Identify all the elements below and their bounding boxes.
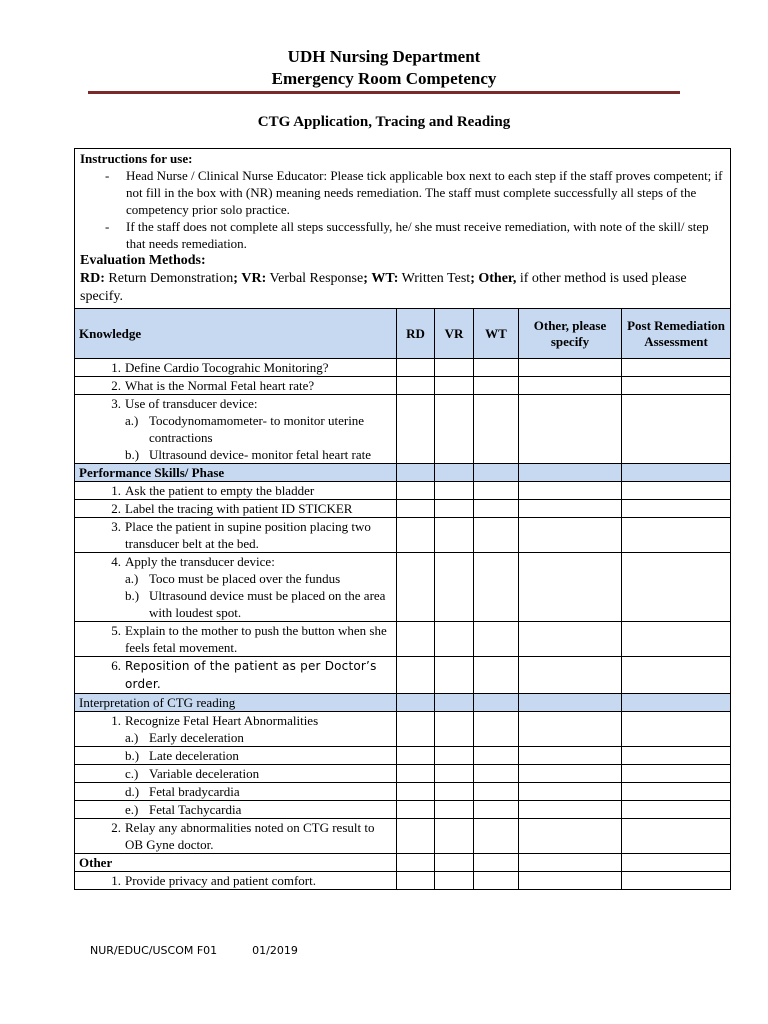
- checkbox-cell[interactable]: [397, 518, 435, 553]
- checkbox-cell[interactable]: [622, 622, 731, 657]
- table-row: 2. What is the Normal Fetal heart rate?: [75, 377, 731, 395]
- checkbox-cell[interactable]: [474, 657, 519, 694]
- checkbox-cell[interactable]: [519, 712, 622, 747]
- checkbox-cell[interactable]: [622, 747, 731, 765]
- evaluation-methods: RD: Return Demonstration; VR: Verbal Response; WT: Written Test; Other, if other method is used please specify.: [80, 271, 687, 304]
- checkbox-cell[interactable]: [622, 657, 731, 694]
- form-code: NUR/EDUC/USCOM F01: [90, 944, 218, 957]
- column-header-row: [75, 309, 731, 359]
- checkbox-cell[interactable]: [519, 783, 622, 801]
- checkbox-cell[interactable]: [435, 482, 474, 500]
- checkbox-cell[interactable]: [474, 553, 519, 622]
- checkbox-cell[interactable]: [622, 518, 731, 553]
- col-knowledge: Knowledge: [75, 309, 397, 359]
- checkbox-cell[interactable]: [435, 712, 474, 747]
- checkbox-cell[interactable]: [622, 500, 731, 518]
- checkbox-cell[interactable]: [622, 801, 731, 819]
- checkbox-cell[interactable]: [435, 801, 474, 819]
- checkbox-cell[interactable]: [435, 765, 474, 783]
- checkbox-cell[interactable]: [474, 765, 519, 783]
- checkbox-cell[interactable]: [622, 765, 731, 783]
- checkbox-cell[interactable]: [474, 783, 519, 801]
- instructions-heading: Instructions for use:: [80, 151, 193, 166]
- checkbox-cell[interactable]: [622, 819, 731, 854]
- checkbox-cell[interactable]: [519, 518, 622, 553]
- checkbox-cell[interactable]: [474, 712, 519, 747]
- checkbox-cell[interactable]: [435, 553, 474, 622]
- checkbox-cell[interactable]: [519, 819, 622, 854]
- checkbox-cell[interactable]: [397, 801, 435, 819]
- instruction-bullet: - Head Nurse / Clinical Nurse Educator: Please tick applicable box next to each step if the staff proves competent; if not fill in the box with (NR) meaning needs remediation. The staff must complete successfully all steps of the competency prior solo practice.: [105, 168, 723, 217]
- checkbox-cell[interactable]: [397, 395, 435, 464]
- competency-title: Emergency Room Competency: [271, 69, 497, 88]
- checkbox-cell[interactable]: [519, 801, 622, 819]
- table-row: 3. Use of transducer device: a.) Tocodynomamometer- to monitor uterine contractions b.) Ultrasound device- monitor fetal heart rate: [75, 395, 731, 464]
- checkbox-cell[interactable]: [435, 500, 474, 518]
- table-row: 1. Provide privacy and patient comfort.: [75, 872, 731, 890]
- checkbox-cell[interactable]: [622, 872, 731, 890]
- checkbox-cell[interactable]: [519, 395, 622, 464]
- instructions-list: [80, 167, 725, 252]
- table-row: 3. Place the patient in supine position placing two transducer belt at the bed.: [75, 518, 731, 553]
- checkbox-cell[interactable]: [397, 765, 435, 783]
- col-vr: VR: [435, 309, 474, 359]
- checkbox-cell[interactable]: [435, 622, 474, 657]
- col-wt: WT: [474, 309, 519, 359]
- section-interpretation: Interpretation of CTG reading: [75, 694, 731, 712]
- table-row: 5. Explain to the mother to push the button when she feels fetal movement.: [75, 622, 731, 657]
- checkbox-cell[interactable]: [519, 622, 622, 657]
- checkbox-cell[interactable]: [622, 359, 731, 377]
- col-other: Other, please specify: [519, 309, 622, 359]
- checkbox-cell[interactable]: [397, 553, 435, 622]
- col-post-remediation: Post Remediation Assessment: [622, 309, 731, 359]
- form-date: 01/2019: [252, 944, 298, 957]
- table-row: e.) Fetal Tachycardia: [75, 801, 731, 819]
- evaluation-heading: Evaluation Methods:: [80, 253, 206, 268]
- checkbox-cell[interactable]: [519, 482, 622, 500]
- checkbox-cell[interactable]: [397, 872, 435, 890]
- checkbox-cell[interactable]: [474, 359, 519, 377]
- table-row: 6. Reposition of the patient as per Doctor’s order.: [75, 657, 731, 694]
- checkbox-cell[interactable]: [435, 657, 474, 694]
- header-rule: [88, 91, 680, 94]
- checkbox-cell[interactable]: [474, 747, 519, 765]
- checkbox-cell[interactable]: [622, 553, 731, 622]
- checkbox-cell[interactable]: [397, 819, 435, 854]
- checkbox-cell[interactable]: [474, 482, 519, 500]
- checkbox-cell[interactable]: [622, 712, 731, 747]
- instructions-cell: [75, 149, 731, 309]
- checkbox-cell[interactable]: [435, 359, 474, 377]
- checkbox-cell[interactable]: [397, 622, 435, 657]
- section-performance: Performance Skills/ Phase: [75, 464, 731, 482]
- checkbox-cell[interactable]: [435, 872, 474, 890]
- form-subtitle: CTG Application, Tracing and Reading: [257, 114, 511, 130]
- checkbox-cell[interactable]: [519, 872, 622, 890]
- checkbox-cell[interactable]: [622, 395, 731, 464]
- checkbox-cell[interactable]: [397, 657, 435, 694]
- table-row: 1. Define Cardio Tocograhic Monitoring?: [75, 359, 731, 377]
- checkbox-cell[interactable]: [622, 783, 731, 801]
- checkbox-cell[interactable]: [519, 553, 622, 622]
- checkbox-cell[interactable]: [397, 482, 435, 500]
- instruction-bullet: - If the staff does not complete all steps successfully, he/ she must receive remediation, with note of the skill/ step that needs remediation.: [105, 219, 709, 251]
- checkbox-cell[interactable]: [474, 395, 519, 464]
- checkbox-cell[interactable]: [519, 359, 622, 377]
- table-row: 2. Relay any abnormalities noted on CTG result to OB Gyne doctor.: [75, 819, 731, 854]
- checkbox-cell[interactable]: [397, 500, 435, 518]
- checkbox-cell[interactable]: [397, 377, 435, 395]
- checkbox-cell[interactable]: [519, 657, 622, 694]
- checkbox-cell[interactable]: [435, 377, 474, 395]
- table-row: c.) Variable deceleration: [75, 765, 731, 783]
- checkbox-cell[interactable]: [474, 377, 519, 395]
- checkbox-cell[interactable]: [474, 518, 519, 553]
- checkbox-cell[interactable]: [474, 819, 519, 854]
- checkbox-cell[interactable]: [622, 482, 731, 500]
- checkbox-cell[interactable]: [474, 500, 519, 518]
- checkbox-cell[interactable]: [397, 783, 435, 801]
- checkbox-cell[interactable]: [519, 765, 622, 783]
- competency-table: [74, 148, 731, 890]
- checkbox-cell[interactable]: [519, 747, 622, 765]
- table-row: 4. Apply the transducer device: a.) Toco must be placed over the fundus b.) Ultrasound device must be placed on the area with loudest spot.: [75, 553, 731, 622]
- form-footer: [90, 944, 298, 957]
- checkbox-cell[interactable]: [435, 518, 474, 553]
- checkbox-cell[interactable]: [435, 747, 474, 765]
- table-row: 1. Recognize Fetal Heart Abnormalities a.) Early deceleration: [75, 712, 731, 747]
- checkbox-cell[interactable]: [397, 359, 435, 377]
- col-rd: RD: [397, 309, 435, 359]
- section-other: Other: [75, 854, 731, 872]
- department-title: UDH Nursing Department: [287, 47, 481, 66]
- checkbox-cell[interactable]: [435, 783, 474, 801]
- checkbox-cell[interactable]: [397, 712, 435, 747]
- table-row: 1. Ask the patient to empty the bladder: [75, 482, 731, 500]
- checkbox-cell[interactable]: [435, 819, 474, 854]
- checkbox-cell[interactable]: [474, 801, 519, 819]
- table-row: 2. Label the tracing with patient ID STICKER: [75, 500, 731, 518]
- checkbox-cell[interactable]: [622, 377, 731, 395]
- checkbox-cell[interactable]: [435, 395, 474, 464]
- table-row: b.) Late deceleration: [75, 747, 731, 765]
- instructions-row: [75, 149, 731, 309]
- checkbox-cell[interactable]: [474, 622, 519, 657]
- checkbox-cell[interactable]: [519, 500, 622, 518]
- checkbox-cell[interactable]: [474, 872, 519, 890]
- checkbox-cell[interactable]: [519, 377, 622, 395]
- table-row: d.) Fetal bradycardia: [75, 783, 731, 801]
- checkbox-cell[interactable]: [397, 747, 435, 765]
